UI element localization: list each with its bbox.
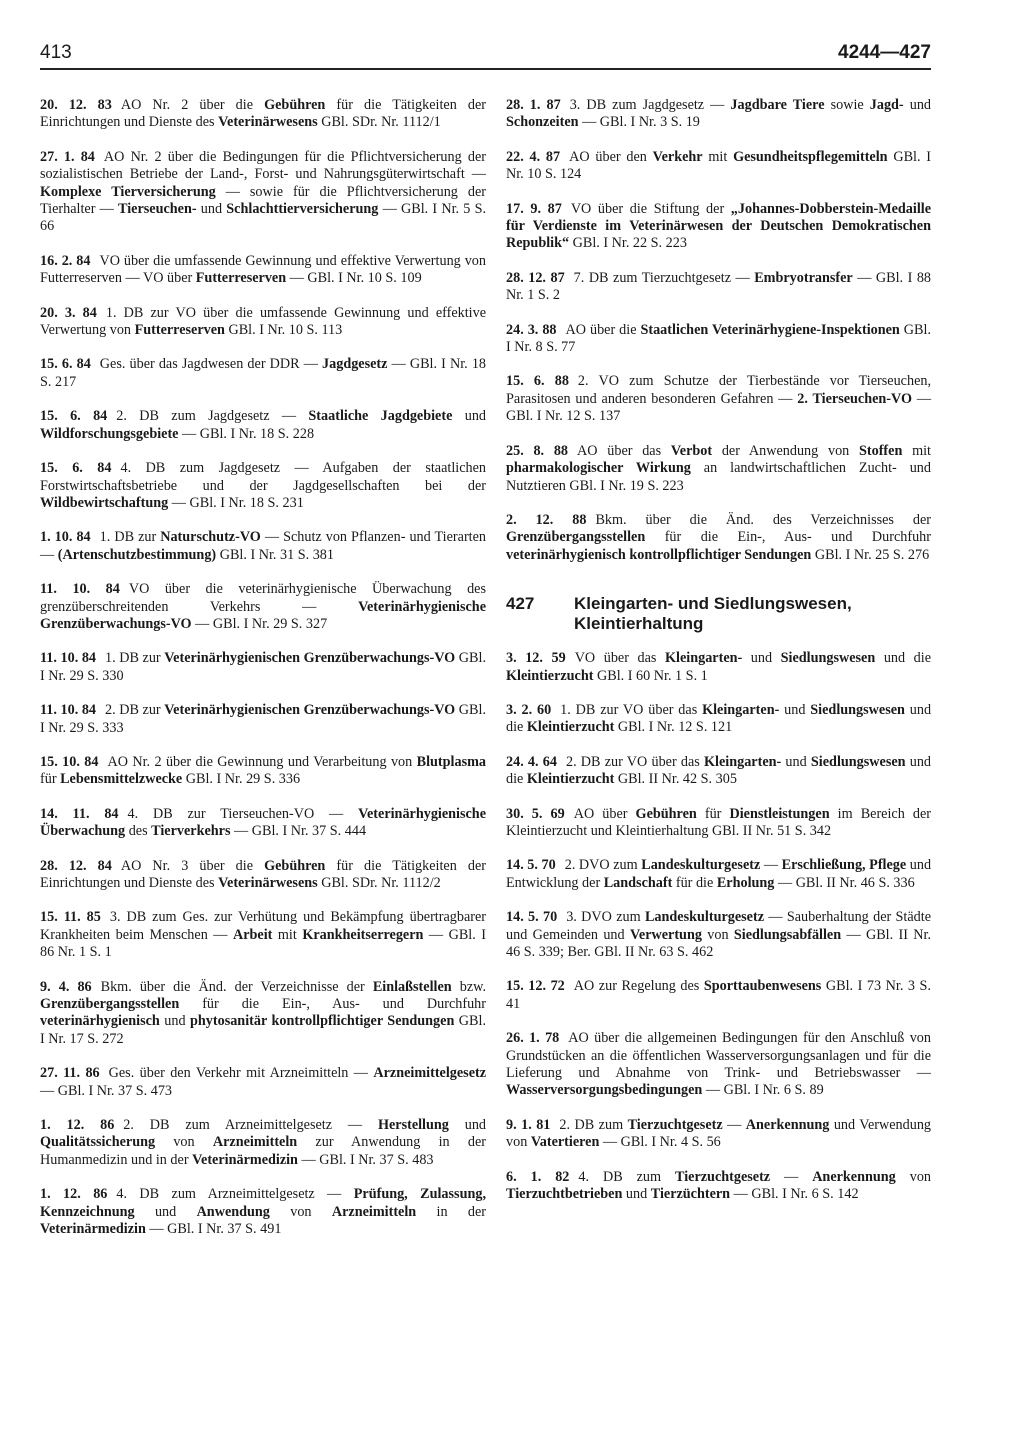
entry-text: und	[452, 408, 487, 425]
entry-keyword: Siedlungswesen	[810, 701, 905, 718]
entry-keyword: Herstellung	[377, 1117, 449, 1134]
entry-keyword: Kleingarten-	[704, 753, 782, 770]
entry-text: — GBl. I Nr. 12 S. 137	[506, 390, 931, 425]
register-entry	[40, 806, 486, 841]
entry-keyword: Arzneimitteln	[212, 1134, 298, 1151]
entry-text: — GBl. II Nr. 46 S. 339; Ber. GBl. II Nr. 63 S. 462	[506, 926, 931, 960]
entry-keyword: Landeskulturgesetz	[641, 857, 761, 874]
entry-text: für die	[672, 874, 717, 891]
entry-keyword: Anerkennung	[812, 1168, 896, 1185]
entry-date: 15. 10. 84	[40, 753, 99, 770]
register-entry	[40, 581, 486, 633]
register-entry	[506, 97, 931, 132]
register-entry	[40, 356, 486, 391]
entry-text: für die Ein-, Aus- und Durchfuhr	[179, 996, 486, 1013]
register-entry	[506, 270, 931, 305]
entry-text: —	[722, 1116, 746, 1133]
entry-text: 2. DB zum Arzneimittelgesetz —	[123, 1117, 378, 1134]
entry-date: 11. 10. 84	[40, 581, 120, 598]
entry-text: AO über die	[565, 321, 641, 338]
entry-keyword: Stoffen	[858, 442, 903, 459]
entry-keyword: Verbot	[670, 442, 713, 459]
entry-date: 14. 11. 84	[40, 805, 119, 822]
entry-text: 2. VO zum Schutze der Tierbestände vor Tierseuchen, Parasitosen und anderen besonderen Gefahren —	[506, 373, 932, 407]
entry-date: 22. 4. 87	[506, 148, 561, 165]
entry-text: und die	[506, 701, 932, 736]
page-number: 413	[40, 42, 72, 63]
entry-keyword: Tierzüchtern	[650, 1186, 731, 1203]
entry-text: — GBl. II Nr. 46 S. 336	[774, 874, 915, 891]
entry-text: 4. DB zum Arzneimittelgesetz —	[116, 1186, 354, 1203]
entry-date: 24. 4. 64	[506, 753, 557, 770]
entry-date: 26. 1. 78	[506, 1030, 560, 1047]
entry-text: 2. DB zur	[105, 702, 165, 719]
entry-text: AO Nr. 3 über die	[120, 857, 265, 874]
entry-keyword: Gebühren	[264, 97, 326, 113]
entry-text: — GBl. I Nr. 6 S. 142	[730, 1186, 859, 1203]
entry-keyword: Jagdgesetz	[322, 356, 388, 373]
entry-text: GBl. SDr. Nr. 1112/2	[317, 875, 441, 891]
entry-text: — GBl. I Nr. 3 S. 19	[578, 114, 700, 131]
entry-text: AO über	[573, 805, 636, 822]
entry-keyword: Siedlungswesen	[780, 650, 876, 667]
entry-date: 1. 12. 86	[40, 1117, 115, 1134]
entry-keyword: Veterinärmedizin	[192, 1151, 298, 1168]
entry-text: für die Tätigkeiten der Einrichtungen und Dienste des	[40, 97, 486, 131]
entry-text: mit	[702, 148, 734, 165]
entry-keyword: Wildforschungsgebiete	[40, 425, 179, 442]
entry-text: — GBl. I Nr. 6 S. 89	[702, 1082, 824, 1099]
entry-text: — GBl. I Nr. 5 S. 66	[40, 201, 487, 235]
entry-text: GBl. I Nr. 25 S. 276	[811, 546, 930, 563]
section-heading	[506, 594, 931, 634]
entry-keyword: Kleintierzucht	[506, 667, 594, 684]
entry-text: GBl. I 73 Nr. 3 S. 41	[506, 978, 931, 1012]
entry-keyword: (Artenschutzbestimmung)	[57, 546, 217, 563]
entry-date: 15. 12. 72	[506, 978, 565, 995]
entry-text: — sowie für die Pflichtversicherung der Tierhalter —	[40, 183, 486, 218]
register-entry	[506, 149, 931, 184]
register-entry	[506, 1030, 931, 1100]
entry-date: 15. 6. 84	[40, 356, 91, 373]
entry-keyword: Kleintierzucht	[526, 771, 615, 788]
entry-keyword: „Johannes-Dobberstein-Medaille für Verdienste im Veterinärwesen der Deutschen Demokratischen Republik“	[506, 200, 931, 252]
entry-date: 15. 6. 84	[40, 460, 112, 477]
entry-text: GBl. I Nr. 10 S. 124	[506, 148, 932, 183]
register-entry	[506, 443, 931, 495]
entry-text: — GBl. I Nr. 37 S. 491	[145, 1221, 282, 1238]
entry-date: 20. 12. 83	[40, 97, 112, 113]
entry-keyword: 2. Tierseuchen-VO	[797, 390, 912, 407]
entry-date: 2. 12. 88	[506, 511, 587, 528]
entry-keyword: Siedlungsabfällen	[733, 926, 842, 943]
entry-text: — Sauberhaltung der Städte und Gemeinden und	[506, 909, 931, 943]
entry-keyword: veterinärhygienisch kontrollpflichtiger Sendungen	[506, 546, 812, 563]
entry-text: 2. DB zum Jagdgesetz —	[116, 408, 309, 425]
entry-keyword: Tierzuchtgesetz	[627, 1116, 723, 1133]
entry-text: und	[903, 97, 931, 113]
entry-text: GBl. I Nr. 29 S. 330	[40, 650, 486, 684]
entry-keyword: Landeskulturgesetz	[644, 909, 764, 926]
entry-text: Ges. über das Jagdwesen der DDR —	[99, 356, 323, 373]
entry-text: VO über die veterinärhygienische Überwachung des grenzüberschreitenden Verkehrs —	[40, 581, 487, 615]
entry-date: 16. 2. 84	[40, 252, 91, 269]
register-entry	[506, 373, 931, 425]
entry-keyword: Arzneimitteln	[331, 1203, 417, 1220]
entry-text: sowie	[824, 97, 870, 113]
entry-date: 6. 1. 82	[506, 1168, 570, 1185]
entry-text: 4. DB zum Jagdgesetz — Aufgaben der staatlichen Forstwirtschaftsbetriebe und der Jagdgesellschaften bei der	[40, 460, 486, 494]
entry-text: — GBl. I Nr. 37 S. 444	[230, 823, 367, 840]
entry-keyword: Vatertieren	[530, 1134, 600, 1151]
register-entry	[506, 1117, 931, 1152]
entry-text: — GBl. I Nr. 18 S. 228	[178, 425, 315, 442]
entry-text: und	[134, 1203, 197, 1220]
register-entry	[506, 806, 931, 841]
entry-text: 3. DB zum Ges. zur Verhütung und Bekämpfung übertragbarer Krankheiten beim Menschen —	[40, 909, 487, 943]
entry-keyword: Erholung	[716, 874, 775, 891]
register-entry	[506, 857, 931, 892]
entry-keyword: phytosanitär kontrollpflichtiger Sendungen	[190, 1013, 455, 1030]
entry-keyword: Jagd-	[869, 97, 904, 113]
entry-text: VO über die Stiftung der	[570, 200, 731, 217]
entry-text: und	[781, 753, 811, 770]
entry-keyword: Futterreserven	[195, 270, 287, 287]
entry-text: — GBl. I Nr. 4 S. 56	[599, 1134, 721, 1151]
entry-text: VO über das	[574, 650, 665, 667]
register-entry	[506, 978, 931, 1013]
entry-text: VO über die umfassende Gewinnung und effektive Verwertung von Futterreserven — VO über	[40, 252, 486, 287]
entry-text: 1. DB zur VO über das	[560, 701, 703, 718]
entry-text: an landwirtschaftlichen Zucht- und Nutztieren GBl. I Nr. 19 S. 223	[506, 460, 931, 494]
right-column-bottom-entries	[506, 650, 931, 1203]
entry-text: AO Nr. 2 über die Gewinnung und Verarbeitung von	[107, 753, 417, 770]
entry-text: AO über den	[569, 148, 653, 165]
entry-keyword: Embryotransfer	[754, 269, 853, 286]
entry-date: 28. 1. 87	[506, 97, 561, 113]
entry-keyword: Staatlichen Veterinärhygiene-Inspektionen	[640, 321, 900, 338]
entry-keyword: Veterinärhygienischen Grenzüberwachungs-VO	[164, 650, 456, 667]
entry-keyword: Komplexe Tierversicherung	[40, 183, 216, 200]
entry-date: 15. 6. 88	[506, 373, 569, 390]
entry-text: von	[701, 926, 734, 943]
entry-keyword: Erschließung, Pflege	[781, 857, 907, 874]
register-entry	[40, 529, 486, 564]
register-entry	[40, 909, 486, 961]
entry-text: — GBl. I 86 Nr. 1 S. 1	[40, 926, 487, 961]
entry-text: GBl. I Nr. 31 S. 381	[216, 546, 334, 563]
entry-text: — GBl. I Nr. 10 S. 109	[286, 270, 422, 287]
entry-date: 15. 6. 84	[40, 408, 108, 425]
entry-date: 28. 12. 84	[40, 857, 112, 874]
entry-keyword: Wasserversorgungsbedingungen	[506, 1082, 703, 1099]
entry-text: Bkm. über die Änd. der Verzeichnisse der	[100, 978, 373, 995]
entry-text: für die Ein-, Aus- und Durchfuhr	[645, 529, 931, 546]
register-entry	[40, 460, 486, 512]
page-header	[40, 42, 931, 70]
entry-keyword: Grenzübergangsstellen	[40, 996, 180, 1013]
entry-date: 14. 5. 70	[506, 909, 558, 926]
entry-text: und	[742, 650, 781, 667]
entry-text: — GBl. I 88 Nr. 1 S. 2	[506, 269, 932, 304]
entry-text: 1. DB zur	[105, 650, 165, 667]
entry-text: GBl. I Nr. 10 S. 113	[224, 322, 343, 339]
register-entry	[40, 754, 486, 789]
entry-keyword: veterinärhygienisch	[40, 1013, 160, 1030]
entry-keyword: Veterinärhygienische Grenzüberwachungs-VO	[40, 598, 486, 632]
register-entry	[40, 305, 486, 340]
right-column-top-entries	[506, 97, 931, 564]
entry-text: in der	[416, 1203, 486, 1220]
left-column	[40, 97, 486, 1256]
entry-keyword: Siedlungswesen	[810, 753, 906, 770]
entry-text: —	[760, 857, 782, 874]
register-entry	[40, 1117, 486, 1169]
entry-text: GBl. I Nr. 29 S. 333	[40, 702, 486, 736]
entry-text: mit	[272, 926, 303, 943]
entry-keyword: Kleintierzucht	[526, 719, 615, 736]
code-range: 4244—427	[838, 42, 931, 63]
entry-keyword: Gebühren	[635, 805, 697, 822]
entry-text: AO Nr. 2 über die	[120, 97, 265, 113]
entry-text: und Verwendung von	[506, 1116, 932, 1151]
entry-text: Ges. über den Verkehr mit Arzneimitteln —	[108, 1065, 374, 1082]
section-title: Kleingarten- und Siedlungswesen, Kleintierhaltung	[574, 594, 852, 634]
register-entry	[40, 650, 486, 685]
entry-text: — GBl. I Nr. 29 S. 327	[191, 615, 328, 632]
entry-keyword: Anwendung	[196, 1203, 270, 1220]
entry-date: 24. 3. 88	[506, 321, 557, 338]
entry-keyword: Tierseuchen-	[118, 201, 197, 218]
entry-keyword: Veterinärwesens	[218, 875, 318, 891]
entry-date: 25. 8. 88	[506, 442, 569, 459]
entry-keyword: Futterreserven	[134, 322, 225, 339]
entry-date: 3. 12. 59	[506, 650, 566, 667]
entry-keyword: Tierzuchtgesetz	[675, 1168, 771, 1185]
entry-date: 11. 10. 84	[40, 650, 97, 667]
register-entry	[40, 149, 486, 236]
register-entry	[40, 97, 486, 132]
entry-date: 27. 11. 86	[40, 1065, 100, 1082]
entry-text: von	[269, 1203, 332, 1220]
entry-text: — GBl. I Nr. 18 S. 217	[40, 356, 487, 390]
entry-text: und	[779, 701, 811, 718]
entry-keyword: Qualitätssicherung	[40, 1134, 156, 1151]
entry-text: mit	[902, 442, 931, 459]
entry-text: von	[155, 1134, 213, 1151]
entry-text: 1. DB zur VO über die umfassende Gewinnung und effektive Verwertung von	[40, 304, 487, 339]
entry-text: GBl. I 60 Nr. 1 S. 1	[593, 667, 708, 684]
entry-keyword: Tierverkehrs	[151, 823, 231, 840]
entry-text: GBl. I Nr. 8 S. 77	[506, 321, 931, 356]
entry-text: und	[622, 1186, 651, 1203]
entry-text: und die	[506, 753, 932, 788]
entry-text: des	[125, 823, 152, 840]
entry-text: 1. DB zur	[99, 529, 161, 546]
entry-keyword: Arzneimittelgesetz	[373, 1065, 487, 1082]
entry-text: 3. DVO zum	[566, 909, 645, 926]
entry-text: 4. DB zum	[578, 1168, 676, 1185]
entry-keyword: Veterinärmedizin	[40, 1221, 146, 1238]
register-entry	[40, 253, 486, 288]
entry-keyword: Prüfung, Zulassung, Kennzeichnung	[40, 1186, 486, 1220]
entry-text: GBl. II Nr. 42 S. 305	[614, 771, 737, 788]
entry-text: Bkm. über die Änd. des Verzeichnisses der	[595, 511, 931, 528]
entry-keyword: Verkehr	[652, 148, 703, 165]
entry-text: — GBl. I Nr. 18 S. 231	[168, 494, 304, 511]
register-entry	[40, 858, 486, 893]
entry-text: für die Tätigkeiten der Einrichtungen und Dienste des	[40, 857, 486, 891]
entry-text: und	[448, 1117, 487, 1134]
entry-text: 2. DVO zum	[564, 857, 642, 874]
entry-text: im Bereich der Kleintierzucht und Kleintierhaltung GBl. II Nr. 51 S. 342	[506, 805, 931, 839]
entry-date: 9. 1. 81	[506, 1116, 551, 1133]
register-entry	[506, 322, 931, 357]
entry-date: 11. 10. 84	[40, 702, 97, 719]
entry-date: 1. 10. 84	[40, 529, 91, 546]
entry-text: —	[770, 1168, 813, 1185]
entry-text: und	[196, 201, 227, 218]
entry-keyword: Kleingarten-	[702, 701, 780, 718]
entry-text: AO Nr. 2 über die Bedingungen für die Pflichtversicherung der sozialistischen Betriebe der Land-, Forst- und Nahrungsgüterwirtschaft —	[40, 148, 486, 183]
entry-date: 27. 1. 84	[40, 148, 95, 165]
entry-text: für	[40, 771, 61, 788]
entry-text: und die	[875, 650, 931, 667]
entry-text: GBl. I Nr. 12 S. 121	[614, 719, 733, 736]
entry-text: für	[696, 805, 730, 822]
entry-keyword: Landschaft	[603, 874, 673, 891]
entry-text: GBl. I Nr. 29 S. 336	[182, 771, 301, 788]
register-entry	[506, 201, 931, 253]
entry-text: von	[895, 1168, 931, 1185]
entry-text: 3. DB zum Jagdgesetz —	[569, 97, 731, 113]
entry-keyword: Sporttaubenwesens	[703, 978, 822, 995]
entry-date: 28. 12. 87	[506, 269, 565, 286]
entry-keyword: Jagdbare Tiere	[730, 97, 825, 113]
entry-keyword: Veterinärhygienischen Grenzüberwachungs-VO	[164, 702, 456, 719]
entry-keyword: Veterinärhygienische Überwachung	[40, 805, 486, 840]
entry-date: 9. 4. 86	[40, 978, 92, 995]
entry-keyword: Grenzübergangsstellen	[506, 529, 646, 546]
entry-keyword: Tierzuchtbetrieben	[506, 1186, 623, 1203]
entry-keyword: pharmakologischer Wirkung	[506, 460, 691, 477]
entry-text: 7. DB zum Tierzuchtgesetz —	[573, 269, 755, 286]
entry-keyword: Veterinärwesens	[218, 114, 318, 131]
entry-text: der Anwendung von	[712, 442, 859, 459]
entry-keyword: Verwertung	[629, 926, 702, 943]
entry-text: GBl. I Nr. 17 S. 272	[40, 1013, 486, 1047]
entry-keyword: Einlaßstellen	[372, 978, 452, 995]
entry-keyword: Dienstleistungen	[729, 805, 830, 822]
entry-text: — Schutz von Pflanzen- und Tierarten —	[40, 529, 487, 563]
entry-text: bzw.	[451, 978, 486, 995]
entry-text: 4. DB zur Tierseuchen-VO —	[127, 805, 359, 822]
entry-keyword: Arbeit	[232, 926, 273, 943]
entry-text: 2. DB zur VO über das	[565, 753, 704, 770]
entry-keyword: Naturschutz-VO	[160, 529, 261, 546]
entry-keyword: Kleingarten-	[665, 650, 743, 667]
register-entry	[40, 1186, 486, 1238]
entry-keyword: Staatliche Jagdgebiete	[308, 408, 453, 425]
entry-date: 17. 9. 87	[506, 200, 562, 217]
entry-date: 1. 12. 86	[40, 1186, 108, 1203]
entry-date: 20. 3. 84	[40, 304, 97, 321]
entry-text: — GBl. I Nr. 37 S. 473	[40, 1082, 173, 1099]
register-entry	[506, 754, 931, 789]
right-column	[506, 97, 931, 1220]
entry-date: 3. 2. 60	[506, 701, 552, 718]
entry-text: AO über die allgemeinen Bedingungen für den Anschluß von Grundstücken an die öffentlichen Wasserversorgungsanlagen und für die Lieferung und Abnahme von Trink- und Betriebswasser —	[506, 1030, 931, 1082]
entry-text: AO über das	[577, 442, 671, 459]
entry-keyword: Blutplasma	[416, 753, 487, 770]
entry-keyword: Schonzeiten	[506, 114, 579, 131]
register-entry	[506, 650, 931, 685]
entry-text: 2. DB zum	[559, 1116, 628, 1133]
entry-text: GBl. SDr. Nr. 1112/1	[317, 114, 441, 131]
entry-date: 14. 5. 70	[506, 857, 556, 874]
entry-keyword: Krankheitserregern	[302, 926, 424, 943]
register-entry	[506, 1169, 931, 1204]
entry-keyword: Anerkennung	[745, 1116, 830, 1133]
register-entry	[506, 512, 931, 564]
entry-text: und Entwicklung der	[506, 857, 932, 891]
entry-text: zur Anwendung in der Humanmedizin und in der	[40, 1134, 487, 1168]
entry-date: 30. 5. 69	[506, 805, 565, 822]
entry-text: GBl. I Nr. 22 S. 223	[569, 235, 687, 252]
entry-keyword: Schlachttierversicherung	[226, 201, 379, 218]
section-number: 427	[506, 594, 535, 614]
entry-keyword: Gebühren	[264, 857, 326, 874]
register-entry	[506, 909, 931, 961]
entry-keyword: Lebensmittelzwecke	[60, 771, 183, 788]
entry-date: 15. 11. 85	[40, 909, 101, 926]
entry-keyword: Wildbewirtschaftung	[40, 494, 169, 511]
register-entry	[40, 1065, 486, 1100]
entry-keyword: Gesundheitspflegemitteln	[733, 148, 888, 165]
entry-text: AO zur Regelung des	[573, 978, 704, 995]
register-entry	[506, 702, 931, 737]
register-entry	[40, 408, 486, 443]
register-entry	[40, 979, 486, 1049]
entry-text: — GBl. I Nr. 37 S. 483	[297, 1151, 434, 1168]
register-entry	[40, 702, 486, 737]
entry-text: und	[159, 1013, 190, 1030]
